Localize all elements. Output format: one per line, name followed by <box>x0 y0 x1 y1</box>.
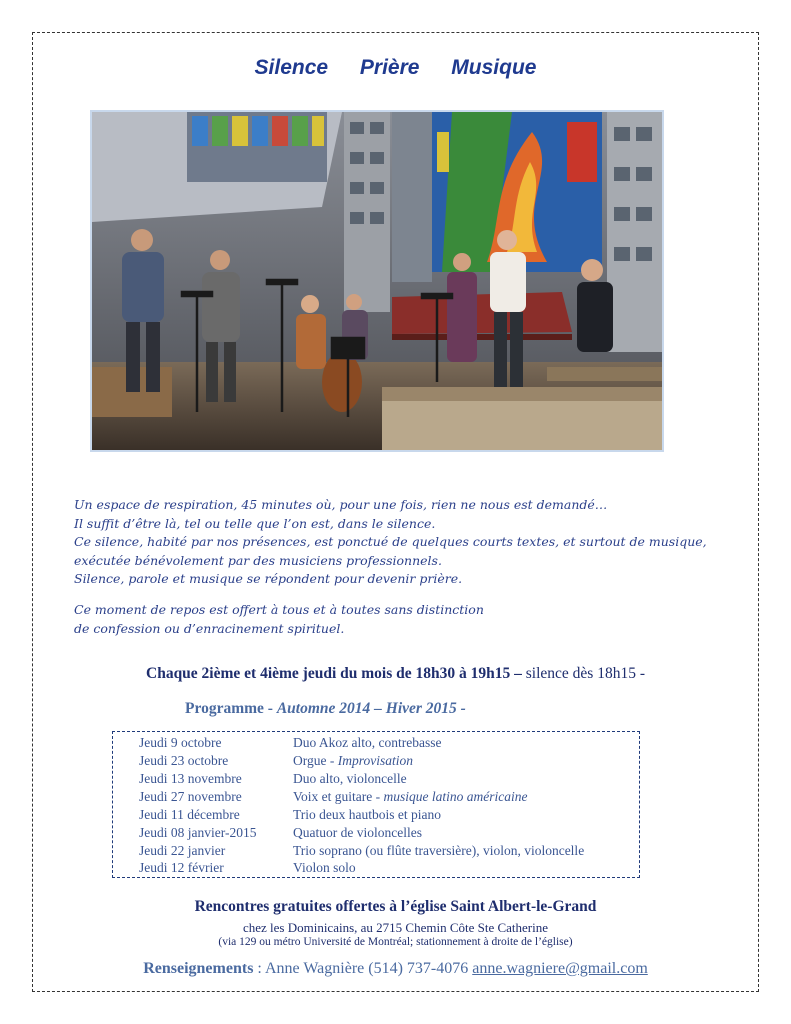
row-text: Trio soprano (ou flûte traversière), violon, violoncelle <box>293 843 585 858</box>
programme-heading <box>185 700 466 718</box>
intro-line: Ce silence, habité par nos présences, est ponctué de quelques courts textes, et surtout de musique, <box>74 534 707 550</box>
row-text: Trio deux hautbois et piano <box>293 807 441 822</box>
intro-text <box>74 496 734 638</box>
row-date: Jeudi 9 octobre <box>139 735 222 750</box>
row-text: Violon solo <box>293 860 356 875</box>
intro-line: de confession ou d’enracinement spirituel. <box>74 620 345 636</box>
row-performer <box>293 735 441 751</box>
contact-email-link[interactable]: anne.wagniere@gmail.com <box>472 960 648 977</box>
row-date: Jeudi 11 décembre <box>139 807 240 822</box>
intro-line: Un espace de respiration, 45 minutes où, pour une fois, rien ne nous est demandé… <box>74 497 608 512</box>
schedule-normal: silence dès 18h15 - <box>521 665 645 682</box>
page-title: Silence Prière Musique <box>254 56 537 79</box>
concert-photo <box>90 110 664 452</box>
musicians-in-church-illustration <box>92 112 662 450</box>
row-em: musique latino américaine <box>383 789 528 804</box>
contact-text: : Anne Wagnière (514) 737-4076 <box>253 960 473 977</box>
row-text: Quatuor de violoncelles <box>293 825 422 840</box>
row-text: Duo alto, violoncelle <box>293 771 407 786</box>
schedule-bold: Chaque 2ième et 4ième jeudi du mois de 18h30 à 19h15 – <box>146 665 522 682</box>
row-date: Jeudi 27 novembre <box>139 789 242 804</box>
contact-line <box>0 960 791 978</box>
programme-box <box>112 731 640 878</box>
contact-label: Renseignements <box>143 960 254 977</box>
row-em: Improvisation <box>337 753 413 768</box>
row-performer <box>293 771 407 787</box>
row-performer <box>293 825 422 841</box>
row-date: Jeudi 22 janvier <box>139 843 226 858</box>
row-date: Jeudi 13 novembre <box>139 771 242 786</box>
row-performer <box>293 753 413 769</box>
intro-line: Il suffit d’être là, tel ou telle que l’on est, dans le silence. <box>74 515 436 531</box>
programme-season: Automne 2014 – Hiver 2015 - <box>276 700 466 717</box>
row-date: Jeudi 12 février <box>139 860 224 875</box>
row-text: Duo Akoz alto, contrebasse <box>293 735 442 750</box>
row-performer <box>293 789 527 805</box>
venue-heading: Rencontres gratuites offertes à l’église Saint Albert-le-Grand <box>194 898 597 915</box>
schedule-line <box>0 665 791 683</box>
intro-line: Ce moment de repos est offert à tous et à toutes sans distinction <box>74 601 484 617</box>
row-performer <box>293 860 356 876</box>
venue-address: chez les Dominicains, au 2715 Chemin Côte Ste Catherine <box>242 920 549 935</box>
venue-directions: (via 129 ou métro Université de Montréal; stationnement à droite de l’église) <box>218 936 573 948</box>
row-text: Orgue - <box>293 753 338 768</box>
row-performer <box>293 843 584 859</box>
programme-label: Programme - <box>185 700 277 717</box>
intro-line: exécutée bénévolement par des musiciens professionnels. <box>74 552 442 568</box>
row-date: Jeudi 23 octobre <box>139 753 229 768</box>
row-performer <box>293 807 441 823</box>
intro-line: Silence, parole et musique se répondent pour devenir prière. <box>74 571 463 587</box>
row-date: Jeudi 08 janvier-2015 <box>139 825 257 840</box>
row-text: Voix et guitare - <box>293 789 384 804</box>
